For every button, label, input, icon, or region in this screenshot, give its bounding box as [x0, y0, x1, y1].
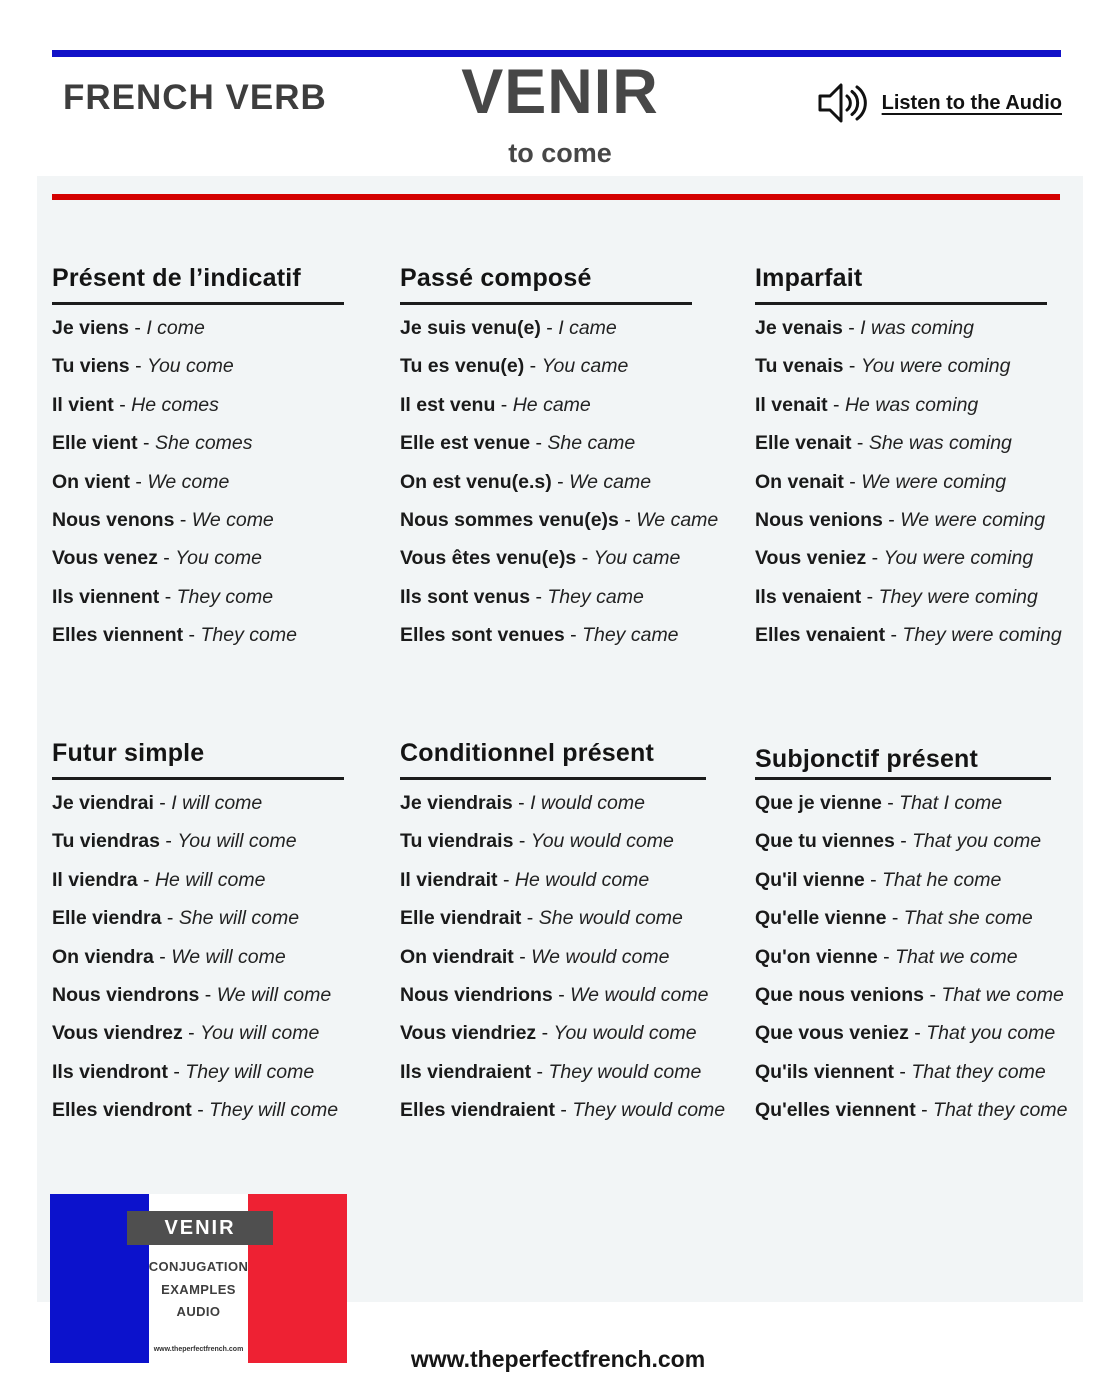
flag-feature-line: CONJUGATION [148, 1259, 249, 1274]
french-text: Qu'elles viennent [755, 1099, 916, 1122]
english-text: You would come [553, 1022, 697, 1045]
separator: - [161, 907, 179, 930]
conjugation-entry [52, 309, 396, 347]
french-text: Vous viendrez [52, 1022, 183, 1045]
conjugation-entry [400, 539, 752, 577]
conjugation-entry [400, 501, 752, 539]
conjugation-entry [52, 578, 396, 616]
top-blue-bar [52, 50, 1061, 57]
english-text: They were coming [878, 585, 1038, 608]
french-text: Tu es venu(e) [400, 355, 525, 378]
french-text: Vous viendriez [400, 1022, 537, 1045]
conjugation-section [52, 262, 396, 655]
conjugation-entry [755, 861, 1100, 899]
french-text: Ils viennent [52, 585, 160, 608]
french-text: Ils sont venus [400, 585, 531, 608]
section-entries [52, 309, 396, 655]
separator: - [128, 317, 147, 339]
conjugation-entry [755, 899, 1100, 937]
site-url: www.theperfectfrench.com [410, 1346, 706, 1372]
english-text: You were coming [860, 355, 1011, 378]
conjugation-entry [400, 347, 752, 385]
french-text: On viendra [52, 945, 154, 968]
french-text: Qu'il vienne [755, 868, 865, 891]
english-text: They were coming [902, 624, 1062, 647]
separator: - [915, 1099, 934, 1122]
french-text: Il vient [52, 393, 114, 416]
english-text: She will come [178, 907, 300, 930]
conjugation-entry [755, 501, 1100, 539]
french-text: Que nous venions [755, 984, 925, 1007]
conjugation-entry [52, 1091, 396, 1129]
conjugation-entry [52, 539, 396, 577]
section-title: Présent de l’indicatif [52, 262, 344, 305]
separator: - [524, 355, 542, 378]
french-text: On est venu(e.s) [400, 470, 552, 493]
conjugation-entry [400, 861, 752, 899]
english-text: He will come [154, 868, 266, 891]
conjugation-entry [755, 309, 1100, 347]
english-text: She comes [154, 432, 253, 455]
separator: - [182, 1022, 201, 1045]
french-text: Je suis venu(e) [400, 317, 541, 339]
section-entries [755, 309, 1100, 655]
french-text: Nous venons [52, 509, 175, 532]
french-text: Elles viendraient [400, 1099, 555, 1122]
audio-link[interactable] [817, 80, 1062, 126]
conjugation-entry [400, 578, 752, 616]
french-text: Que vous veniez [755, 1022, 909, 1045]
french-text: Elles venaient [755, 624, 886, 647]
english-text: I came [558, 317, 617, 339]
french-text: Ils venaient [755, 585, 862, 608]
conjugation-entry [52, 463, 396, 501]
conjugation-entry [52, 976, 396, 1014]
french-text: Je viens [52, 317, 129, 339]
separator: - [924, 984, 942, 1007]
separator: - [842, 317, 861, 339]
conjugation-entry [755, 347, 1100, 385]
conjugation-entry [755, 784, 1100, 822]
separator: - [512, 792, 531, 814]
separator: - [530, 585, 548, 608]
french-text: Que je vienne [755, 792, 882, 814]
english-text: That you come [912, 830, 1042, 853]
conjugation-entry [400, 976, 752, 1014]
english-text: We were coming [900, 509, 1046, 532]
conjugation-entry [755, 578, 1100, 616]
english-text: That I come [899, 792, 1003, 814]
conjugation-entry [52, 1014, 396, 1052]
separator: - [551, 470, 570, 493]
conjugation-entry [755, 424, 1100, 462]
english-text: We will come [171, 945, 286, 968]
english-text: You will come [200, 1022, 320, 1045]
separator: - [886, 907, 904, 930]
conjugation-entry [52, 1053, 396, 1091]
french-text: On vient [52, 470, 131, 493]
flag-site-url: www.theperfectfrench.com [153, 1346, 244, 1353]
english-text: She would come [538, 907, 683, 930]
french-text: Elle viendra [52, 907, 162, 930]
separator: - [513, 830, 531, 853]
conjugation-entry [755, 938, 1100, 976]
english-text: They would come [572, 1099, 726, 1122]
conjugation-entry [755, 386, 1100, 424]
french-text: Elle vient [52, 432, 138, 455]
speaker-icon [817, 80, 869, 126]
french-text: Elles sont venues [400, 624, 565, 647]
separator: - [576, 547, 594, 570]
french-text: Nous venions [755, 509, 883, 532]
english-text: I will come [171, 792, 263, 814]
english-text: That she come [903, 907, 1033, 930]
conjugation-entry [755, 1091, 1100, 1129]
french-text: Tu viendras [52, 830, 161, 853]
french-text: Je venais [755, 317, 843, 339]
french-text: Elle viendrait [400, 907, 522, 930]
red-divider [52, 194, 1060, 200]
french-text: Que tu viennes [755, 830, 895, 853]
french-text: Tu venais [755, 355, 844, 378]
verb-translation: to come [508, 138, 612, 168]
english-text: We were coming [861, 470, 1007, 493]
separator: - [851, 432, 869, 455]
french-text: Qu'on vienne [755, 945, 878, 968]
section-title: Subjonctif présent [755, 743, 1051, 780]
separator: - [894, 830, 913, 853]
conjugation-entry [755, 976, 1100, 1014]
english-text: You were coming [883, 547, 1034, 570]
english-text: We came [569, 470, 652, 493]
english-text: They came [582, 624, 679, 647]
separator: - [495, 393, 513, 416]
french-text: Elles viennent [52, 624, 184, 647]
french-text: Je viendrais [400, 792, 513, 814]
english-text: We would come [570, 984, 709, 1007]
flag-feature-list [138, 1256, 259, 1324]
separator: - [183, 624, 201, 647]
separator: - [843, 470, 862, 493]
english-text: He was coming [844, 393, 979, 416]
separator: - [153, 792, 172, 814]
conjugation-entry [755, 616, 1100, 654]
english-text: That we come [941, 984, 1064, 1007]
english-text: We would come [531, 945, 670, 968]
separator: - [866, 547, 884, 570]
conjugation-section [52, 737, 396, 1130]
french-text: Vous veniez [755, 547, 867, 570]
english-text: He comes [131, 393, 219, 416]
french-text: Il viendra [52, 868, 138, 891]
french-text: On viendrait [400, 945, 514, 968]
separator: - [881, 792, 900, 814]
separator: - [174, 509, 192, 532]
english-text: They come [200, 624, 297, 647]
french-text: On venait [755, 470, 844, 493]
flag-feature-line: EXAMPLES [161, 1281, 236, 1297]
separator: - [191, 1099, 210, 1122]
english-text: They came [547, 585, 644, 608]
separator: - [130, 470, 148, 493]
audio-link-label[interactable]: Listen to the Audio [881, 91, 1062, 114]
conjugation-entry [52, 616, 396, 654]
english-text: I come [146, 317, 205, 339]
conjugation-entry [52, 386, 396, 424]
conjugation-entry [400, 424, 752, 462]
conjugation-entry [52, 501, 396, 539]
section-title: Conditionnel présent [400, 737, 706, 780]
french-text: Elles viendront [52, 1099, 192, 1122]
english-text: You come [175, 547, 262, 570]
conjugation-entry [755, 1053, 1100, 1091]
french-text: Ils viendraient [400, 1060, 532, 1083]
conjugation-section [400, 262, 752, 655]
french-text: Nous viendrons [52, 984, 200, 1007]
conjugation-entry [52, 424, 396, 462]
english-text: You will come [177, 830, 297, 853]
conjugation-entry [755, 463, 1100, 501]
separator: - [827, 393, 845, 416]
english-text: They would come [548, 1060, 702, 1083]
separator: - [531, 1060, 549, 1083]
verb-title: VENIR [461, 57, 659, 127]
english-text: That he come [882, 868, 1002, 891]
english-text: We come [147, 470, 230, 493]
english-text: You come [147, 355, 234, 378]
english-text: You came [541, 355, 629, 378]
english-text: We will come [216, 984, 332, 1007]
french-text: Je viendrai [52, 792, 154, 814]
french-text: Ils viendront [52, 1060, 168, 1083]
conjugation-entry [755, 539, 1100, 577]
conjugation-entry [52, 784, 396, 822]
french-text: Il viendrait [400, 868, 498, 891]
conjugation-entry [400, 386, 752, 424]
section-entries [400, 784, 752, 1130]
french-text: Tu viens [52, 355, 130, 378]
french-text: Nous viendrions [400, 984, 553, 1007]
english-text: He came [512, 393, 591, 416]
english-text: We come [191, 509, 274, 532]
separator: - [129, 355, 148, 378]
english-text: He would come [514, 868, 650, 891]
french-flag-image [50, 1194, 347, 1363]
conjugation-entry [400, 309, 752, 347]
section-title: Passé composé [400, 262, 692, 305]
separator: - [843, 355, 861, 378]
english-text: That you come [926, 1022, 1056, 1045]
conjugation-section [755, 743, 1100, 1130]
separator: - [153, 945, 172, 968]
separator: - [536, 1022, 554, 1045]
conjugation-entry [52, 861, 396, 899]
separator: - [618, 509, 637, 532]
english-text: You would come [530, 830, 674, 853]
conjugation-entry [400, 899, 752, 937]
separator: - [199, 984, 217, 1007]
english-text: That they come [911, 1060, 1046, 1083]
english-text: We came [636, 509, 719, 532]
english-text: They will come [209, 1099, 339, 1122]
separator: - [497, 868, 515, 891]
separator: - [137, 868, 155, 891]
section-entries [52, 784, 396, 1130]
section-title: Imparfait [755, 262, 1047, 305]
separator: - [159, 585, 177, 608]
french-text: Vous venez [52, 547, 158, 570]
french-text: Qu'elle vienne [755, 907, 887, 930]
english-text: They will come [185, 1060, 315, 1083]
separator: - [864, 868, 883, 891]
french-text: Elle est venue [400, 432, 531, 455]
french-text: Qu'ils viennent [755, 1060, 894, 1083]
french-text: Tu viendrais [400, 830, 514, 853]
english-text: That they come [933, 1099, 1068, 1122]
separator: - [521, 907, 539, 930]
conjugation-entry [52, 938, 396, 976]
separator: - [530, 432, 548, 455]
flag-verb-banner: VENIR [127, 1211, 273, 1245]
separator: - [167, 1060, 186, 1083]
flag-feature-line: AUDIO [176, 1304, 221, 1319]
separator: - [157, 547, 176, 570]
separator: - [885, 624, 903, 647]
conjugation-entry [52, 822, 396, 860]
english-text: She came [547, 432, 636, 455]
separator: - [540, 317, 559, 339]
conjugation-entry [400, 1053, 752, 1091]
conjugation-entry [52, 347, 396, 385]
french-text: Vous êtes venu(e)s [400, 547, 577, 570]
separator: - [113, 393, 132, 416]
conjugation-entry [755, 1014, 1100, 1052]
conjugation-entry [755, 822, 1100, 860]
separator: - [160, 830, 178, 853]
section-entries [755, 784, 1100, 1130]
separator: - [552, 984, 571, 1007]
conjugation-section [400, 737, 752, 1130]
english-text: I was coming [860, 317, 974, 339]
separator: - [908, 1022, 927, 1045]
separator: - [894, 1060, 912, 1083]
english-text: You came [593, 547, 681, 570]
conjugation-entry [400, 616, 752, 654]
separator: - [137, 432, 155, 455]
conjugation-entry [400, 938, 752, 976]
conjugation-entry [400, 1091, 752, 1129]
separator: - [861, 585, 879, 608]
english-text: They come [176, 585, 274, 608]
conjugation-entry [52, 899, 396, 937]
english-text: She was coming [868, 432, 1012, 455]
separator: - [513, 945, 532, 968]
section-title: Futur simple [52, 737, 344, 780]
english-text: That we come [895, 945, 1018, 968]
french-verb-label: FRENCH VERB [63, 78, 327, 117]
conjugation-section [755, 262, 1100, 655]
separator: - [564, 624, 583, 647]
conjugation-entry [400, 822, 752, 860]
conjugation-entry [400, 1014, 752, 1052]
section-entries [400, 309, 752, 655]
separator: - [882, 509, 901, 532]
french-text: Il est venu [400, 393, 496, 416]
french-text: Il venait [755, 393, 828, 416]
english-text: I would come [530, 792, 645, 814]
french-text: Nous sommes venu(e)s [400, 509, 619, 532]
conjugation-entry [400, 784, 752, 822]
french-text: Elle venait [755, 432, 852, 455]
separator: - [877, 945, 896, 968]
separator: - [554, 1099, 573, 1122]
conjugation-entry [400, 463, 752, 501]
